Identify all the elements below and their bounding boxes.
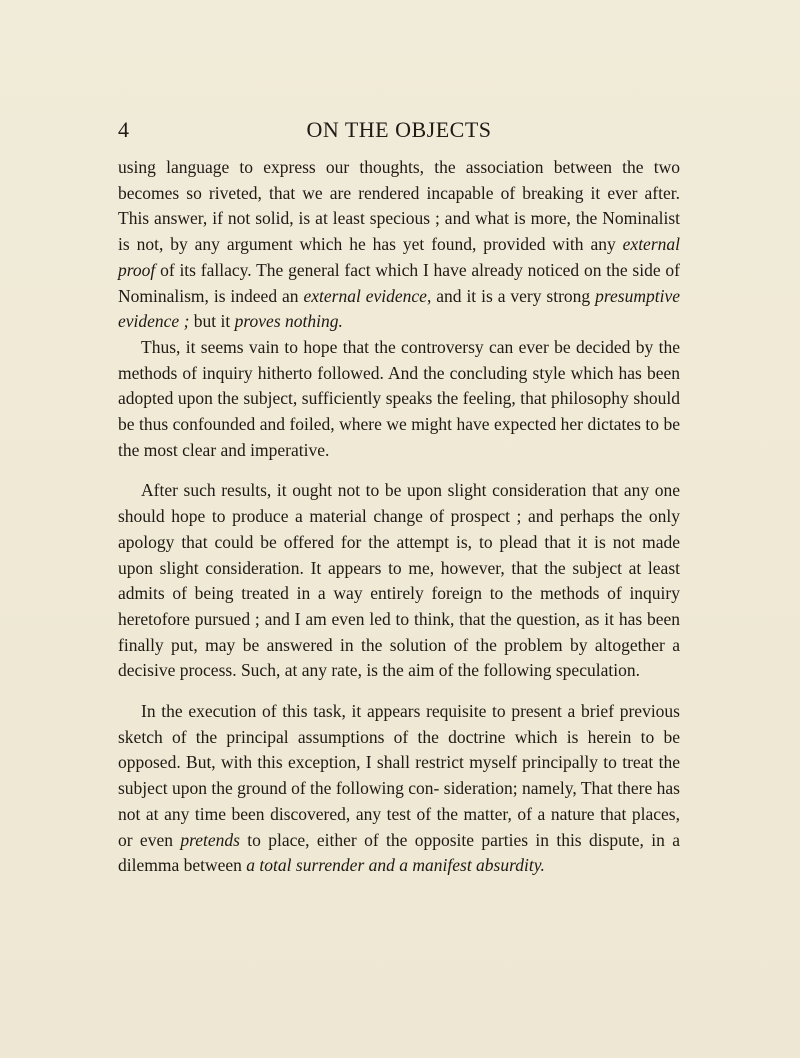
italic-text: external proof [118,234,680,280]
paragraph [118,155,680,335]
body-text [118,155,680,879]
italic-text: presumptive evidence ; [118,285,680,332]
text-segment: In the execution of this task, it appears requisite to present a brief previous sketch of the principal assumptions of the doctrine which is herein to be opposed. But, with this exception, I shall restrict myself principally to treat the subject upon the ground of the following con- sideration; namely, That there has not at any time been discovered, any test of the matter, of a nature that places, or even [118,701,680,850]
italic-text: pretends [180,829,240,850]
text-segment: but it [189,311,235,332]
running-head [118,117,680,145]
text-segment: of its fallacy. The general fact which I have already noticed on the side of Nominalism, is indeed an [118,259,680,306]
italic-text: external evidence [303,285,427,306]
italic-text: a total surrender and a manifest absurdity. [246,855,545,876]
text-segment: , and it is a very strong [426,285,596,306]
text-segment: After such results, it ought not to be upon slight consideration that any one should hope to produce a material change of prospect ; and perhaps the only apology that could be offered for the attempt is, to plead that it is not made upon slight consideration. It appears to me, however, that the subject at least admits of being treated in a way entirely foreign to the methods of inquiry heretofore pursued ; and I am even led to think, that the question, as it has been finally put, may be answered in the solution of the problem by altogether a decisive process. Such, at any rate, is the aim of the following speculation. [118,480,680,681]
page-number: 4 [118,117,129,142]
italic-text: proves nothing. [234,311,343,332]
paragraph [118,699,680,879]
running-title: ON THE OBJECTS [306,117,492,142]
text-segment: to place, either of the opposite parties in this dispute, in a dilemma between [118,829,680,876]
text-segment: using language to express our thoughts, the association between the two becomes so riveted, that we are rendered incapable of breaking it ever after. This answer, if not solid, is at least specious ; and what is more, the Nominalist is not, by any argument which he has yet found, provided with any [118,157,680,255]
paragraph [118,335,680,464]
paragraph [118,478,680,684]
text-segment: Thus, it seems vain to hope that the controversy can ever be decided by the methods of inquiry hitherto followed. And the concluding style which has been adopted upon the subject, sufficiently speaks the feeling, that philosophy should be thus confounded and foiled, where we might have expected her dictates to be the most clear and imperative. [118,336,680,460]
